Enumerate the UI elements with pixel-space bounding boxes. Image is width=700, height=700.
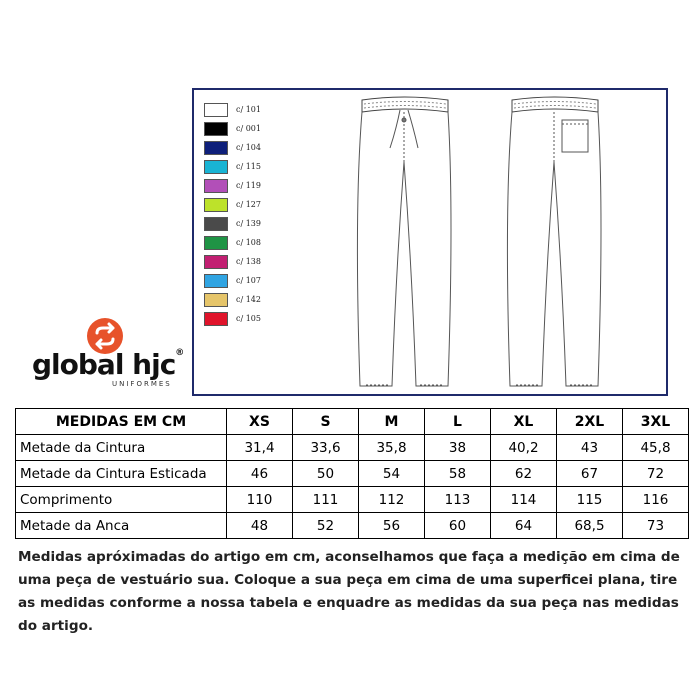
swatch-code: c/ 001	[236, 124, 261, 133]
swatch-box	[204, 236, 228, 250]
swatch-box	[204, 103, 228, 117]
size-chart-table	[15, 408, 689, 539]
table-cell: 114	[491, 487, 557, 513]
swatch-box	[204, 160, 228, 174]
color-swatch[interactable]	[204, 309, 261, 328]
table-cell: 56	[359, 513, 425, 539]
table-cell: 112	[359, 487, 425, 513]
table-cell: 38	[425, 435, 491, 461]
brand-name: global hjc®	[32, 348, 184, 381]
color-swatch[interactable]	[204, 119, 261, 138]
row-label: Comprimento	[16, 487, 227, 513]
table-cell: 72	[623, 461, 689, 487]
color-swatch[interactable]	[204, 100, 261, 119]
color-swatch[interactable]	[204, 271, 261, 290]
header-cell: MEDIDAS EM CM	[16, 409, 227, 435]
header-cell: 2XL	[557, 409, 623, 435]
brand-logo	[32, 318, 192, 388]
pants-technical-drawing	[344, 90, 664, 394]
swatch-code: c/ 119	[236, 181, 261, 190]
swatch-code: c/ 101	[236, 105, 261, 114]
swatch-code: c/ 105	[236, 314, 261, 323]
table-cell: 113	[425, 487, 491, 513]
swatch-box	[204, 179, 228, 193]
header-cell: S	[293, 409, 359, 435]
swatch-box	[204, 255, 228, 269]
swatch-box	[204, 217, 228, 231]
swatch-code: c/ 138	[236, 257, 261, 266]
table-cell: 68,5	[557, 513, 623, 539]
table-cell: 46	[227, 461, 293, 487]
color-swatch-list	[204, 100, 261, 328]
swatch-code: c/ 127	[236, 200, 261, 209]
swatch-box	[204, 122, 228, 136]
table-cell: 40,2	[491, 435, 557, 461]
table-cell: 67	[557, 461, 623, 487]
swatch-code: c/ 107	[236, 276, 261, 285]
product-panel	[192, 88, 668, 396]
table-cell: 58	[425, 461, 491, 487]
measurement-note: Medidas apróximadas do artigo em cm, aconselhamos que faça a medição em cima de uma peça de vestuário sua. Coloque a sua peça em cima de uma superficei plana, tire as medidas conforme a nossa tabela e enquadre as medidas da sua peça nas medidas do artigo.	[18, 549, 680, 634]
table-cell: 50	[293, 461, 359, 487]
color-swatch[interactable]	[204, 138, 261, 157]
row-label: Metade da Anca	[16, 513, 227, 539]
table-cell: 33,6	[293, 435, 359, 461]
swatch-code: c/ 104	[236, 143, 261, 152]
header-cell: 3XL	[623, 409, 689, 435]
color-swatch[interactable]	[204, 157, 261, 176]
header-cell: XS	[227, 409, 293, 435]
table-cell: 43	[557, 435, 623, 461]
swatch-box	[204, 274, 228, 288]
table-cell: 31,4	[227, 435, 293, 461]
table-row	[16, 487, 689, 513]
header-cell: M	[359, 409, 425, 435]
table-cell: 48	[227, 513, 293, 539]
pants-back-view	[507, 97, 601, 386]
table-cell: 54	[359, 461, 425, 487]
row-label: Metade da Cintura Esticada	[16, 461, 227, 487]
table-cell: 64	[491, 513, 557, 539]
table-cell: 45,8	[623, 435, 689, 461]
table-cell: 116	[623, 487, 689, 513]
swatch-code: c/ 108	[236, 238, 261, 247]
swatch-box	[204, 293, 228, 307]
table-cell: 110	[227, 487, 293, 513]
header-cell: XL	[491, 409, 557, 435]
header-cell: L	[425, 409, 491, 435]
swatch-box	[204, 198, 228, 212]
swatch-box	[204, 141, 228, 155]
table-cell: 111	[293, 487, 359, 513]
table-cell: 62	[491, 461, 557, 487]
table-cell: 73	[623, 513, 689, 539]
table-cell: 60	[425, 513, 491, 539]
color-swatch[interactable]	[204, 214, 261, 233]
row-label: Metade da Cintura	[16, 435, 227, 461]
pants-front-view	[357, 97, 451, 386]
table-cell: 115	[557, 487, 623, 513]
table-row	[16, 435, 689, 461]
swatch-box	[204, 312, 228, 326]
color-swatch[interactable]	[204, 233, 261, 252]
swatch-code: c/ 142	[236, 295, 261, 304]
swatch-code: c/ 115	[236, 162, 261, 171]
color-swatch[interactable]	[204, 195, 261, 214]
color-swatch[interactable]	[204, 252, 261, 271]
color-swatch[interactable]	[204, 176, 261, 195]
table-row	[16, 461, 689, 487]
color-swatch[interactable]	[204, 290, 261, 309]
table-cell: 52	[293, 513, 359, 539]
table-cell: 35,8	[359, 435, 425, 461]
table-row	[16, 513, 689, 539]
swatch-code: c/ 139	[236, 219, 261, 228]
brand-subtitle: UNIFORMES	[112, 380, 172, 388]
table-header-row	[16, 409, 689, 435]
